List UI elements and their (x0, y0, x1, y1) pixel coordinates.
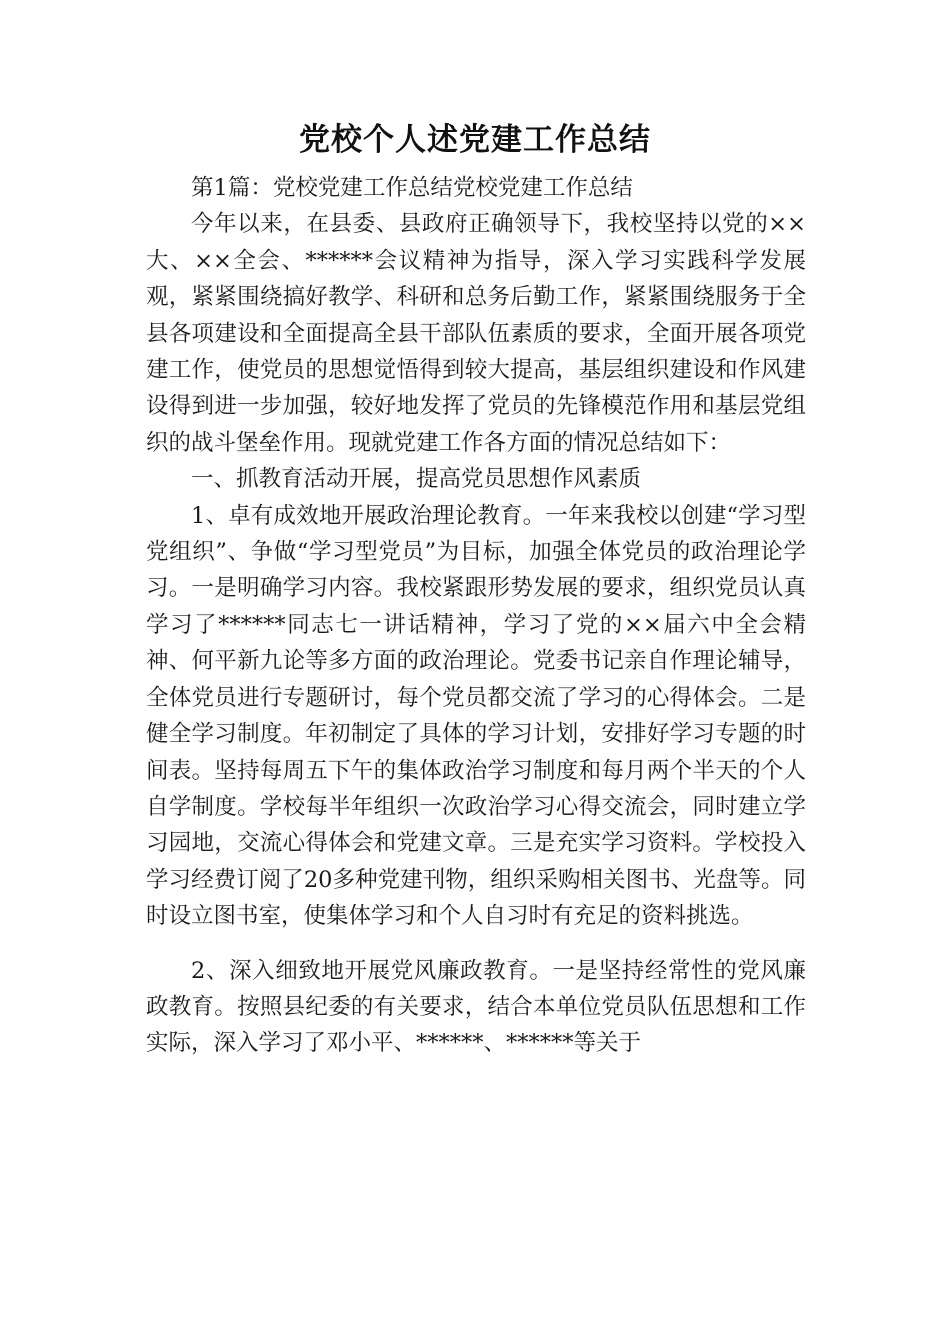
paragraph-chapter-heading: 第1篇：党校党建工作总结党校党建工作总结 (191, 175, 633, 201)
document-body (146, 170, 806, 1062)
paragraph-intro: 今年以来，在县委、县政府正确领导下，我校坚持以党的××大、××全会、******会议精神为指导，深入学习实践科学发展观，紧紧围绕搞好教学、科研和总务后勤工作，紧紧围绕服务于全县各项建设和全面提高全县干部队伍素质的要求，全面开展各项党建工作，使党员的思想觉悟得到较大提高，基层组织建设和作风建设得到进一步加强，较好地发挥了党员的先锋模范作用和基层党组织的战斗堡垒作用。现就党建工作各方面的情况总结如下： (146, 211, 806, 456)
document-title: 党校个人述党建工作总结 (299, 122, 651, 158)
paragraph-item-2: 2、深入细致地开展党风廉政教育。一是坚持经常性的党风廉政教育。按照县纪委的有关要求，结合本单位党员队伍思想和工作实际，深入学习了邓小平、******、******等关于 (146, 957, 806, 1057)
paragraph-item-1: 1、卓有成效地开展政治理论教育。一年来我校以创建“学习型党组织”、争做“学习型党员”为目标，加强全体党员的政治理论学习。一是明确学习内容。我校紧跟形势发展的要求，组织党员认真学习了******同志七一讲话精神，学习了党的××届六中全会精神、何平新九论等多方面的政治理论。党委书记亲自作理论辅导，全体党员进行专题研讨，每个党员都交流了学习的心得体会。二是健全学习制度。年初制定了具体的学习计划，安排好学习专题的时间表。坚持每周五下午的集体政治学习制度和每月两个半天的个人自学制度。学校每半年组织一次政治学习心得交流会，同时建立学习园地，交流心得体会和党建文章。三是充实学习资料。学校投入学习经费订阅了20多种党建刊物，组织采购相关图书、光盘等。同时设立图书室，使集体学习和个人自习时有充足的资料挑选。 (146, 502, 806, 930)
paragraph-section-heading: 一、抓教育活动开展，提高党员思想作风素质 (191, 466, 642, 493)
